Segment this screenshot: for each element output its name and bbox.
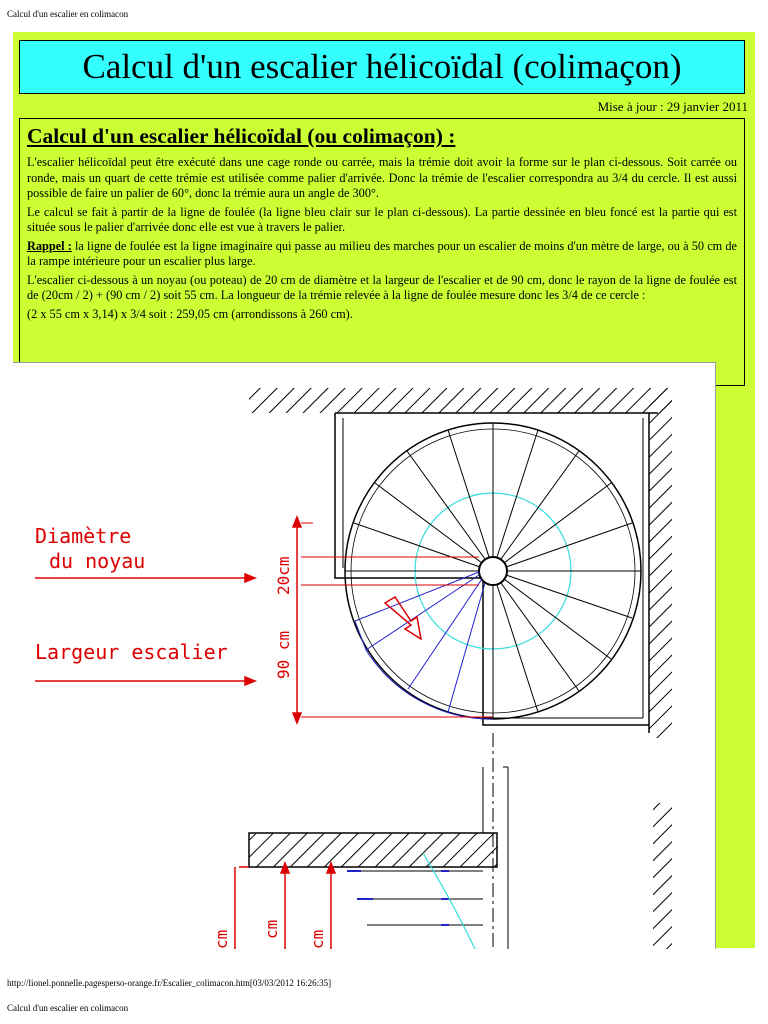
browser-footer-title: Calcul d'un escalier en colimacon	[7, 1003, 129, 1013]
rappel-label: Rappel :	[27, 238, 72, 253]
staircase-plan-svg	[13, 363, 715, 949]
page-title: Calcul d'un escalier hélicoïdal (colimaçon)	[19, 40, 745, 94]
dim-90cm: 90 cm	[274, 630, 293, 679]
label-diametre-2: du noyau	[49, 549, 146, 573]
newel-post	[479, 557, 507, 585]
wall-right-hatch	[649, 388, 672, 738]
landing-slab	[249, 833, 497, 867]
steps-under-landing	[355, 572, 493, 719]
browser-footer-url: http://lionel.ponnelle.pagesperso-orange.fr/Escalier_colimacon.htm[03/03/2012 16:26:35]	[7, 978, 332, 988]
paragraph-rappel	[27, 239, 737, 270]
dim-cm-b: cm	[262, 919, 281, 939]
paragraph-1: L'escalier hélicoïdal peut être exécuté dans une cage ronde ou carrée, mais la trémie doit avoir la forme sur le plan ci-dessous. Soit carrée ou ronde, mais un quart de cette trémie est utilisée comme palier d'arrivée. Donc la trémie de l'escalier correspondra au 3/4 du cercle. Il est aussi possible de faire un palier de 60°, donc la trémie aura un angle de 300°.	[27, 155, 737, 200]
label-largeur: Largeur escalier	[35, 640, 228, 664]
wall-right-elevation	[653, 803, 672, 949]
paragraph-5: (2 x 55 cm x 3,14) x 3/4 soit : 259,05 cm (arrondissons à 260 cm).	[27, 306, 353, 321]
staircase-drawing	[13, 362, 716, 949]
paragraph-2: Le calcul se fait à partir de la ligne de foulée (la ligne bleu clair sur le plan ci-dessous). La partie dessinée en bleu foncé est la partie qui est située sous le palier d'arrivée donc elle est vue à travers le palier.	[27, 204, 737, 234]
intro-box	[19, 118, 745, 386]
page-frame	[13, 32, 755, 948]
paragraph-4: L'escalier ci-dessous à un noyau (ou poteau) de 20 cm de diamètre et la largeur de l'escalier et de 90 cm, donc le rayon de la ligne de foulée est de (20cm / 2) + (90 cm / 2) soit 55 cm. La longueur de la trémie relevée à la ligne de foulée mesure donc les 3/4 de ce cercle :	[27, 272, 737, 302]
update-date: Mise à jour : 29 janvier 2011	[597, 99, 748, 114]
direction-arrow	[385, 597, 421, 639]
wall-top-hatch	[249, 388, 672, 413]
rappel-text: la ligne de foulée est la ligne imaginaire qui passe au milieu des marches pour un escalier de moins d'un mètre de large, ou à 50 cm de la rampe intérieure pour un escalier plus large.	[27, 238, 737, 268]
browser-page-title: Calcul d'un escalier en colimacon	[7, 9, 129, 19]
label-diametre-1: Diamètre	[35, 524, 132, 548]
dim-cm-a: cm	[212, 929, 231, 949]
dim-cm-c: cm	[308, 929, 327, 949]
dim-20cm: 20cm	[274, 556, 293, 595]
section-heading: Calcul d'un escalier hélicoïdal (ou colimaçon) :	[27, 124, 456, 148]
